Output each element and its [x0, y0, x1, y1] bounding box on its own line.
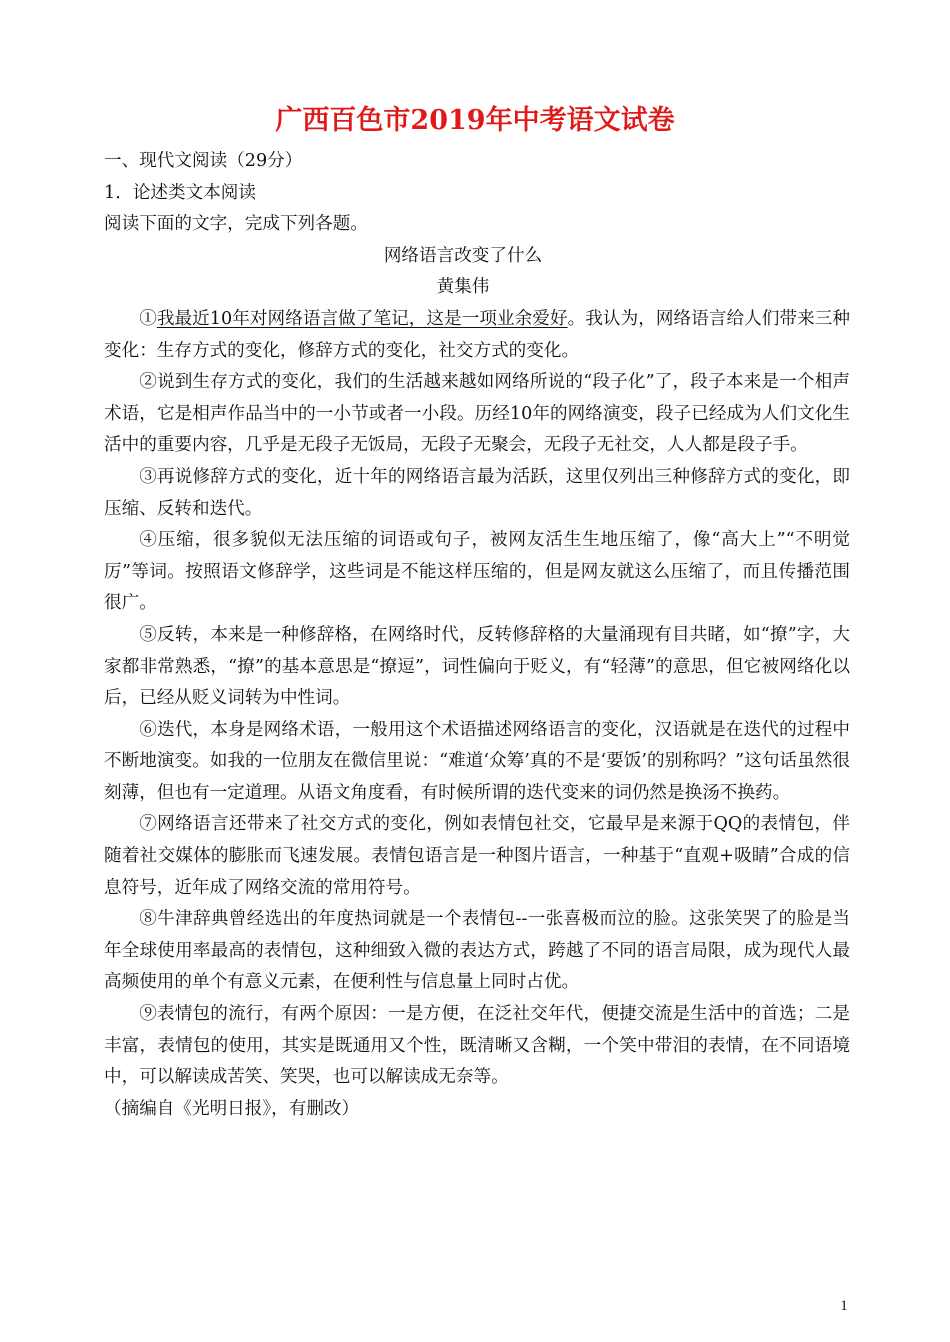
paragraph-marker: ⑨ — [139, 1004, 157, 1025]
article-title: 网络语言改变了什么 — [383, 245, 543, 266]
paragraph-text: 压缩，很多貌似无法压缩的词语或句子，被网友活生生地压缩了，像“高大上”“不明觉厉”等词。按照语文修辞学，这些词是不能这样压缩的，但是网友就这么压缩了，而且传播范围很广。 — [104, 530, 850, 614]
paragraph-2 — [104, 367, 850, 462]
paragraph-text: 反转，本来是一种修辞格，在网络时代，反转修辞格的大量涌现有目共睹，如“撩”字，大家都非常熟悉，“撩”的基本意思是“撩逗”，词性偏向于贬义，有“轻薄”的意思，但它被网络化以后，已经从贬义词转为中性词。 — [104, 624, 850, 709]
reading-instruction: 阅读下面的文字，完成下列各题。 — [104, 214, 368, 235]
paragraph-1 — [104, 304, 850, 367]
paragraph-marker: ⑦ — [139, 814, 158, 835]
paragraph-marker: ④ — [139, 530, 158, 551]
paragraph-7 — [104, 809, 850, 904]
paragraph-marker: ⑧ — [139, 909, 158, 930]
paragraph-marker: ③ — [139, 466, 157, 487]
underlined-sentence: 我最近10年对网络语言做了笔记，这是一项业余爱好 — [156, 308, 568, 329]
paragraph-marker: ② — [139, 372, 157, 393]
paragraph-text: 说到生存方式的变化，我们的生活越来越如网络所说的“段子化”了，段子本来是一个相声术语，它是相声作品当中的一小节或者一小段。历经10年的网络演变，段子已经成为人们文化生活中的重要内容，几乎是无段子无饭局，无段子无聚会，无段子无社交，人人都是段子手。 — [104, 372, 850, 456]
article-author: 黄集伟 — [436, 277, 490, 298]
paragraph-4 — [104, 525, 850, 620]
paragraph-8 — [104, 904, 850, 999]
paragraph-text: 牛津辞典曾经选出的年度热词就是一个表情包--一张喜极而泣的脸。这张笑哭了的脸是当年全球使用率最高的表情包，这种细致入微的表达方式，跨越了不同的语言局限，成为现代人最高频使用的单个有意义元素，在便利性与信息量上同时占优。 — [104, 909, 850, 993]
paragraph-text: 迭代，本身是网络术语，一般用这个术语描述网络语言的变化，汉语就是在迭代的过程中不断地演变。如我的一位朋友在微信里说：“难道‘众筹’真的不是‘要饭’的别称吗？”这句话虽然很刻薄，但也有一定道理。从语文角度看，有时候所谓的迭代变来的词仍然是换汤不换药。 — [104, 719, 850, 803]
paragraph-marker: ① — [139, 308, 157, 329]
article-source: （摘编自《光明日报》，有删改） — [104, 1098, 360, 1119]
paragraph-text: 。我认为，网络语言给人们带来三种变化：生存方式的变化，修辞方式的变化，社交方式的变化。 — [104, 308, 850, 361]
paragraph-marker: ⑥ — [139, 719, 157, 740]
paragraph-marker: ⑤ — [139, 624, 157, 645]
paragraph-text: 再说修辞方式的变化，近十年的网络语言最为活跃，这里仅列出三种修辞方式的变化，即压缩、反转和迭代。 — [104, 466, 850, 519]
paragraph-5 — [104, 620, 850, 715]
paragraph-6 — [104, 715, 850, 810]
page-number: 1 — [840, 1298, 848, 1314]
paragraph-text: 表情包的流行，有两个原因：一是方便，在泛社交年代，便捷交流是生活中的首选；二是丰富，表情包的使用，其实是既通用又个性，既清晰又含糊，一个笑中带泪的表情，在不同语境中，可以解读成苦笑、笑哭，也可以解读成无奈等。 — [104, 1004, 850, 1088]
paragraph-9 — [104, 999, 850, 1094]
question-heading: 1．论述类文本阅读 — [104, 182, 256, 203]
paragraph-text: 网络语言还带来了社交方式的变化，例如表情包社交，它最早是来源于QQ的表情包，伴随着社交媒体的膨胀而飞速发展。表情包语言是一种图片语言，一种基于“直观+吸睛”合成的信息符号，近年成了网络交流的常用符号。 — [104, 814, 850, 898]
document-title: 广西百色市2019年中考语文试卷 — [275, 105, 675, 136]
document-content — [104, 146, 850, 1125]
paragraph-3 — [104, 462, 850, 525]
section-heading: 一、现代文阅读（29分） — [104, 151, 303, 171]
